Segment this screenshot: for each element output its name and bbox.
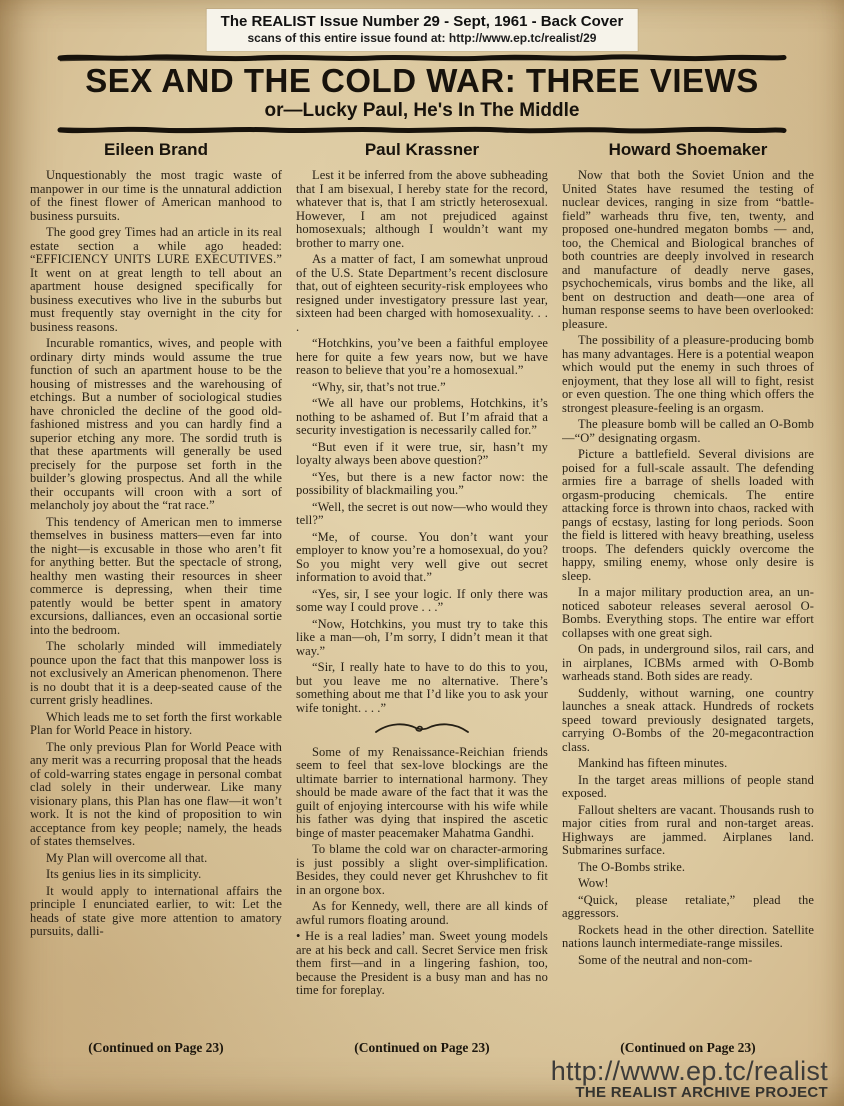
page-title: SEX AND THE COLD WAR: THREE VIEWS bbox=[85, 62, 759, 99]
paragraph: The pleasure bomb will be called an O-Bomb—“O” designating orgasm. bbox=[562, 417, 814, 445]
banner-issue-title: The REALIST Issue Number 29 - Sept, 1961 - Back Cover bbox=[220, 13, 624, 30]
paragraph: “Sir, I really hate to have to do this to you, but you leave me no alternative. There’s something about me that I’d like you to ask your wife tonight. . . .” bbox=[296, 660, 548, 715]
paragraph: The good grey Times had an article in its real estate section a while ago headed: “EFFICIENCY UNITS LURE EXECUTIVES.” It went on at great length to tell about an apartment house designed specifically for business executives who live in the suburbs but must frequently stay overnight in the city for business reasons. bbox=[30, 225, 282, 334]
column-body-text bbox=[30, 169, 282, 1033]
footer-archive-url: http://www.ep.tc/realist bbox=[550, 1055, 828, 1086]
paragraph: Now that both the Soviet Union and the United States have resumed the testing of nuclear devices, ranging in size from “battle-field” warheads thru five, ten, twenty, and proposed one-hundred megaton bombs — and, too, the Chemical and Biological branches of both countries are deeply involved in research and manufacture of deadly nerve gases, psychochemicals, virus bombs and the like, all bent on destruction and death—one area of human response seems to have been overlooked: pleasure. bbox=[562, 169, 814, 331]
paragraph: Rockets head in the other direction. Satellite nations launch intermediate-range missiles. bbox=[562, 922, 814, 950]
paragraph: “Me, of course. You don’t want your employer to know you’re a homosexual, do you? So you might very well give out secret information to avoid that.” bbox=[296, 529, 548, 584]
paragraph: “Yes, sir, I see your logic. If only there was some way I could prove . . .” bbox=[296, 586, 548, 614]
paragraph: Mankind has fifteen minutes. bbox=[578, 756, 728, 770]
paragraph: “Hotchkins, you’ve been a faithful employee here for quite a few years now, but we have reason to believe that you’re a homosexual.” bbox=[296, 336, 548, 377]
paragraph: My Plan will overcome all that. bbox=[46, 850, 208, 865]
author-heading: Howard Shoemaker bbox=[608, 140, 768, 159]
archive-footer bbox=[551, 1057, 828, 1101]
column-body-text bbox=[562, 169, 814, 1033]
continued-note: (Continued on Page 23) bbox=[88, 1040, 224, 1055]
paragraph: Picture a battlefield. Several divisions are poised for a full-scale assault. The defending armies fire a barrage of shells loaded with orgasm-producing chemicals. The entire attacking force is thrown into chaos, racked with pangs of ecstasy, lasting for long periods. Soon the field is littered with heavy breathing, useless troops. The defenders quickly overcome the happy, smiling enemy, whose only desire is sleep. bbox=[562, 447, 814, 583]
footer-project-name: THE REALIST ARCHIVE PROJECT bbox=[575, 1084, 828, 1102]
paragraph: The possibility of a pleasure-producing bomb has many advantages. Here is a potential weapon which would put the enemy in such throes of enjoyment, that they lose all will to fight, resist or even question. The one thing which offers the strongest pleasure-feeling is an orgasm. bbox=[562, 333, 814, 415]
continued-note: (Continued on Page 23) bbox=[620, 1040, 756, 1055]
flourish-divider bbox=[296, 720, 548, 740]
archive-banner bbox=[207, 9, 638, 51]
flourish-icon bbox=[372, 720, 472, 736]
paragraph: Which leads me to set forth the first workable Plan for World Peace in history. bbox=[30, 709, 282, 737]
paragraph: In the target areas millions of people stand exposed. bbox=[562, 772, 814, 800]
continued-note: (Continued on Page 23) bbox=[354, 1040, 490, 1055]
column-howard-shoemaker bbox=[562, 140, 814, 1056]
paragraph: Some of the neutral and non-com- bbox=[578, 952, 753, 967]
author-heading: Paul Krassner bbox=[364, 140, 480, 159]
paragraph: Suddenly, without warning, one country launches a sneak attack. Hundreds of rockets speed toward previously designated targets, carrying O-Bombs of the 20-megacontraction class. bbox=[562, 685, 814, 754]
paragraph: To blame the cold war on character-armoring is just possibly a slight over-simplification. Besides, they could never get Khrushchev to fit in an orgone box. bbox=[296, 842, 548, 897]
paragraph: Wow! bbox=[578, 876, 609, 890]
paragraph: “Now, Hotchkins, you must try to take this like a man—oh, I’m sorry, I didn’t mean it that way.” bbox=[296, 616, 548, 658]
paragraph: “We all have our problems, Hotchkins, it’s nothing to be ashamed of. But I’m afraid that a security investigation is necessarily called for.” bbox=[296, 396, 548, 437]
paragraph: As a matter of fact, I am somewhat unproud of the U.S. State Department’s recent disclosure that, out of eighteen security-risk employees who resigned under investigatory pressure last year, sixteen had been charged with homosexuality. . . . bbox=[296, 252, 548, 334]
paragraph: Fallout shelters are vacant. Thousands rush to major cities from rural and non-target areas. Highways are jammed. Airplanes land. Submarines surface. bbox=[562, 802, 814, 857]
column-eileen-brand bbox=[30, 140, 282, 1056]
column-paul-krassner bbox=[296, 140, 548, 1056]
paragraph: Lest it be inferred from the above subheading that I am bisexual, I hereby state for the record, whatever that is, that I am strictly heterosexual. However, I am not prejudiced against homosexuals; although I wouldn’t want my brother to marry one. bbox=[296, 169, 548, 250]
paragraph: On pads, in underground silos, rail cars, and in airplanes, ICBMs armed with O-Bomb warheads stand. Both sides are ready. bbox=[562, 642, 814, 683]
paragraph: Incurable romantics, wives, and people with ordinary dirty minds would assume the true function of such an apartment house to be the housing of mistresses and the warehousing of etchings. But a number of sociological studies have chronicled the decline of the good old-fashioned mistress and you can hardly find a superior etching any more. The sordid truth is that these apartments will generally be used precisely for the purpose set forth in the builder’s glowing prospectus. And all the while their occupants will croon with a sort of melancholy joy about the “rat race.” bbox=[30, 336, 282, 512]
banner-scan-url: scans of this entire issue found at: http://www.ep.tc/realist/29 bbox=[247, 31, 597, 45]
paragraph: As for Kennedy, well, there are all kinds of awful rumors floating around. bbox=[296, 899, 548, 927]
paragraph: “Yes, but there is a new factor now: the possibility of blackmailing you.” bbox=[296, 469, 548, 497]
article-columns bbox=[30, 140, 814, 1056]
paragraph: “Why, sir, that’s not true.” bbox=[312, 379, 446, 394]
paragraph: The only previous Plan for World Peace with any merit was a recurring proposal that the heads of cold-warring states engage in personal combat clad solely in their underwear. Like many visionary plans, this Plan has one flaw—it won’t work. It is not the kind of proposition to win acceptance from key people; namely, the heads of states themselves. bbox=[30, 739, 282, 848]
column-body-text bbox=[296, 169, 548, 1033]
decorative-wavy-rule-bottom bbox=[57, 124, 787, 136]
paragraph: The scholarly minded will immediately pounce upon the fact that this manpower loss is not exclusively an American phenomenon. There is no doubt that it is a deep-seated cause of the current grisly headlines. bbox=[30, 639, 282, 707]
paragraph: Unquestionably the most tragic waste of manpower in our time is the unnatural addiction of the finest flower of American manhood to business pursuits. bbox=[30, 169, 282, 223]
paragraph: The O-Bombs strike. bbox=[578, 859, 686, 874]
paragraph: It would apply to international affairs the principle I enunciated earlier, to wit: Let the heads of state give more attention to amatory pursuits, dalli- bbox=[30, 883, 282, 938]
author-heading: Eileen Brand bbox=[104, 140, 208, 159]
paragraph: Its genius lies in its simplicity. bbox=[46, 867, 202, 881]
paragraph: Some of my Renaissance-Reichian friends seem to feel that sex-love blockings are the ultimate barrier to international harmony. They should be made aware of the fact that it was the guilt of enjoying intercourse with his wife while his father was dying that inspired the ascetic binge of master peacemaker Mahatma Gandhi. bbox=[296, 744, 548, 840]
paragraph: In a major military production area, an un-noticed saboteur releases several aerosol O-Bombs. Everything stops. The entire war effort collapses with one great sigh. bbox=[562, 585, 814, 640]
page-subtitle: or—Lucky Paul, He's In The Middle bbox=[264, 100, 580, 121]
paragraph: • He is a real ladies’ man. Sweet young models are at his beck and call. Secret Service men frisk them first—and in a lingering fashion, too, because the President is a busy man and has no time for foreplay. bbox=[296, 929, 548, 997]
paragraph: “But even if it were true, sir, hasn’t my loyalty always been above question?” bbox=[296, 439, 548, 467]
paragraph: This tendency of American men to immerse themselves in business matters—even far into the night—is excusable in those who aren’t fit for anything better. But the spectacle of strong, healthy men wasting their resources in sheer commerce is depressing, when their time patently would be better spent in amatory excursions, dalliances, even an occasional sortie into the bedroom. bbox=[30, 514, 282, 637]
paragraph: “Well, the secret is out now—who would they tell?” bbox=[296, 499, 548, 527]
paragraph: “Quick, please retaliate,” plead the aggressors. bbox=[562, 892, 814, 920]
